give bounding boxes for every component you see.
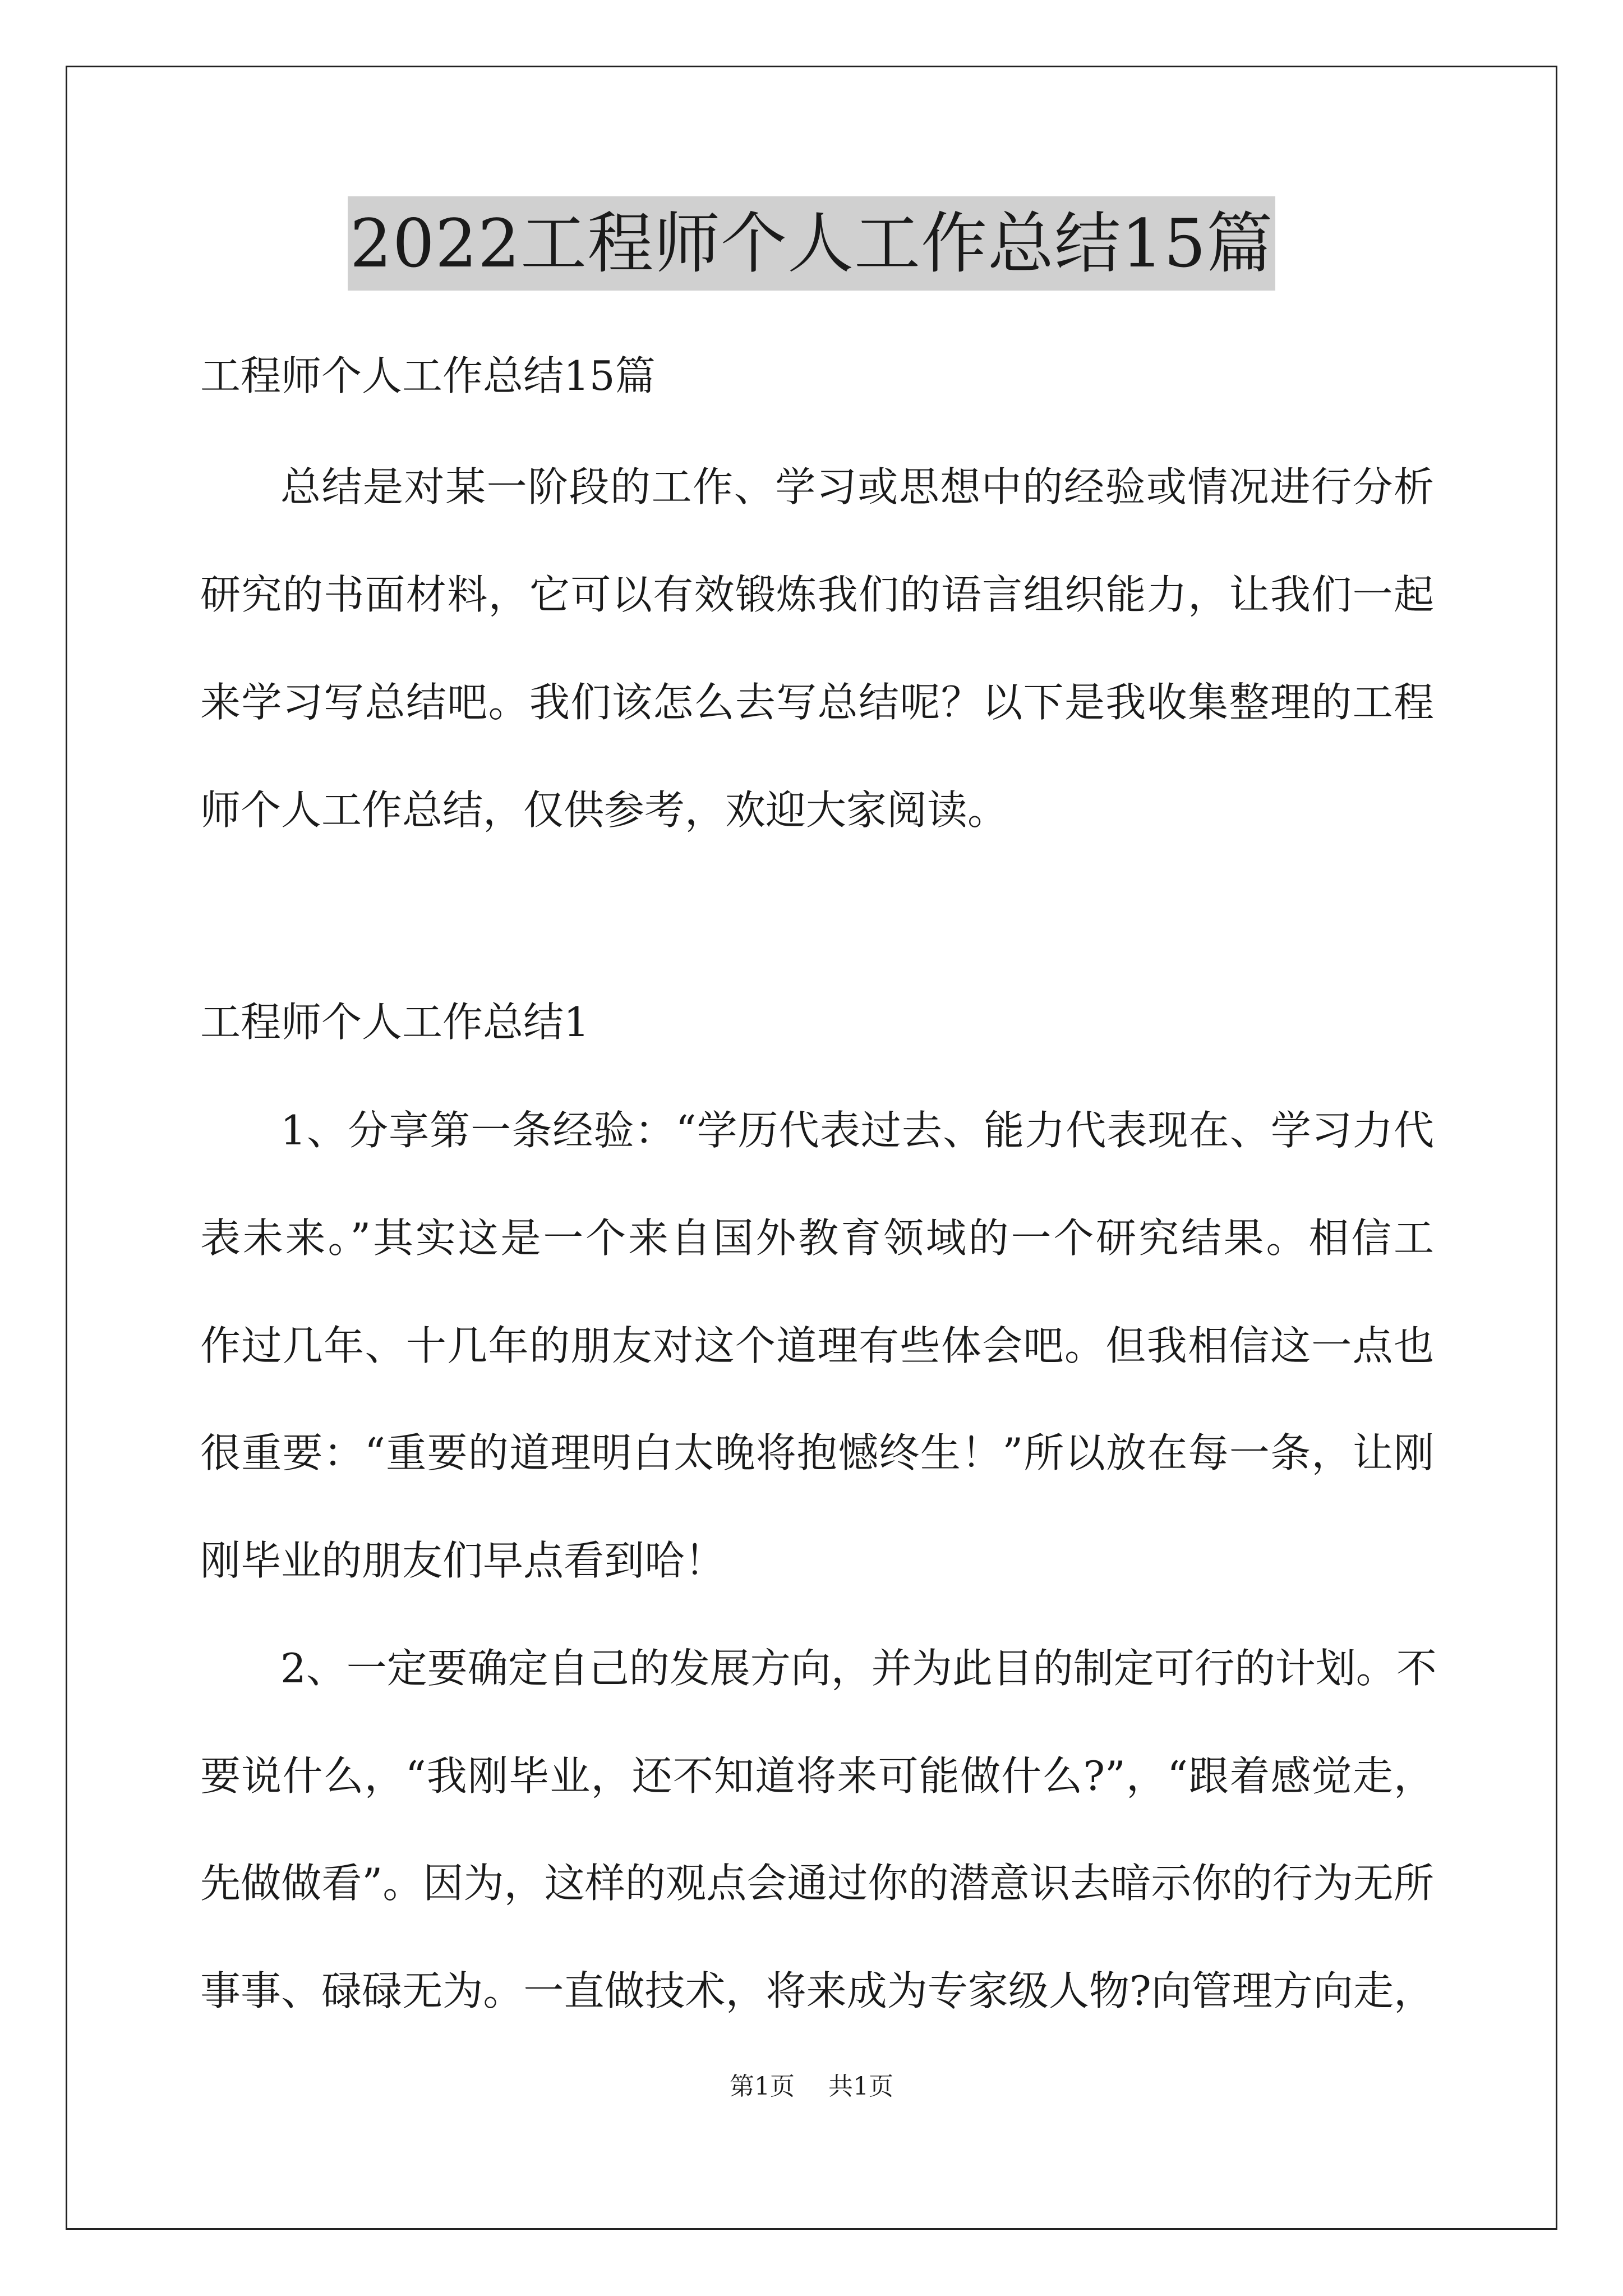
para2-line: 事事、碌碌无为。一直做技术，将来成为专家级人物?向管理方向走， xyxy=(200,1967,1434,2014)
document-subtitle: 工程师个人工作总结15篇 xyxy=(200,352,656,399)
document-title: 2022工程师个人工作总结15篇 xyxy=(348,196,1275,291)
para2-line: 2、一定要确定自己的发展方向，并为此目的制定可行的计划。不 xyxy=(280,1645,1437,1692)
para2-line: 先做做看”。因为，这样的观点会通过你的潜意识去暗示你的行为无所 xyxy=(200,1860,1434,1907)
title-wrap xyxy=(0,196,1623,291)
intro-line: 总结是对某一阶段的工作、学习或思想中的经验或情况进行分析 xyxy=(280,463,1434,510)
page-total: 共1页 xyxy=(828,2072,893,2101)
para1-line: 表未来。”其实这是一个来自国外教育领域的一个研究结果。相信工 xyxy=(200,1214,1434,1262)
para1-line: 作过几年、十几年的朋友对这个道理有些体会吧。但我相信这一点也 xyxy=(200,1322,1434,1369)
intro-line: 来学习写总结吧。我们该怎么去写总结呢？以下是我收集整理的工程 xyxy=(200,679,1434,726)
intro-line: 研究的书面材料，它可以有效锻炼我们的语言组织能力，让我们一起 xyxy=(200,571,1434,618)
para1-line: 刚毕业的朋友们早点看到哈！ xyxy=(200,1537,726,1584)
section-heading: 工程师个人工作总结1 xyxy=(200,999,589,1046)
page-number: 第1页 xyxy=(730,2072,795,2101)
para1-line: 很重要：“重要的道理明白太晚将抱憾终生！”所以放在每一条，让刚 xyxy=(200,1429,1434,1476)
para2-line: 要说什么，“我刚毕业，还不知道将来可能做什么?”，“跟着感觉走， xyxy=(200,1752,1434,1800)
page-footer xyxy=(0,2070,1623,2104)
intro-line: 师个人工作总结，仅供参考，欢迎大家阅读。 xyxy=(200,786,1008,834)
para1-line: 1、分享第一条经验：“学历代表过去、能力代表现在、学习力代 xyxy=(280,1107,1434,1154)
